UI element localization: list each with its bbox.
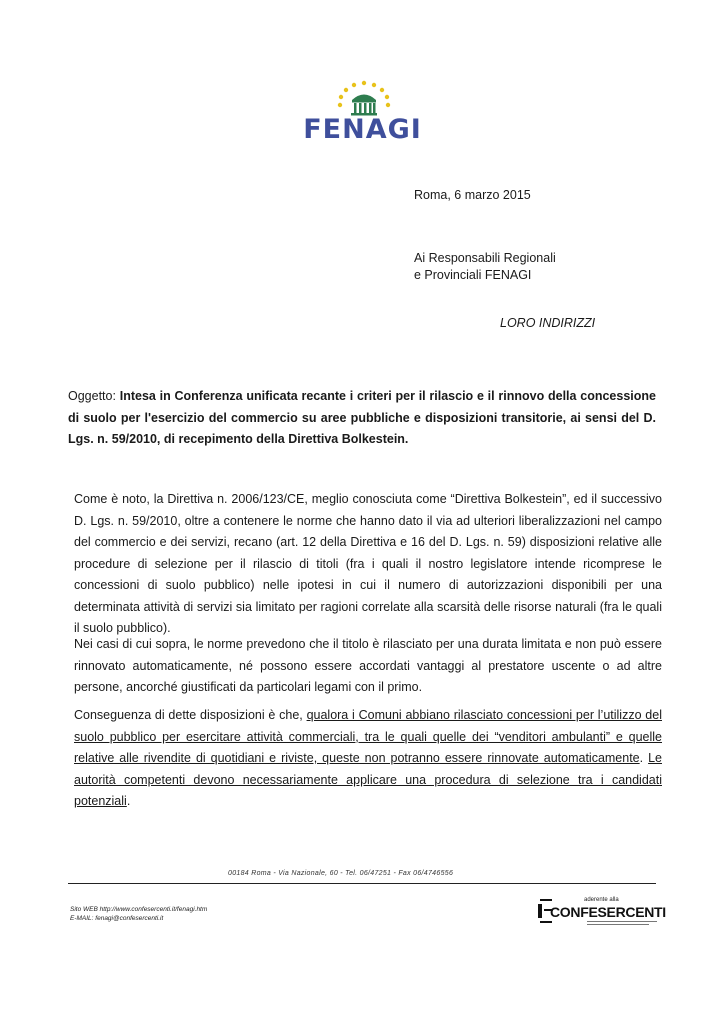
subject-label: Oggetto: <box>68 389 120 403</box>
loro-indirizzi: LORO INDIRIZZI <box>500 316 596 330</box>
recipient-line: Ai Responsabili Regionali <box>414 251 556 265</box>
recipient-block <box>414 250 556 284</box>
fenagi-emblem-icon <box>332 80 396 116</box>
logo-text: FENAGI <box>303 114 422 145</box>
paragraph3-mid: . <box>639 751 649 765</box>
paragraph3-end: . <box>126 794 131 808</box>
body-paragraph-3 <box>68 705 662 813</box>
paragraph3-underlined-1: qualora i Comuni abbiano rilasciato concessioni per l’utilizzo del suolo pubblico per esercitare attività commerciali, tra le quali quelle dei “venditori ambulanti” e quelle relative alle rivendite di quotidiani e riviste, queste non potranno essere rinnovate automaticamente <box>74 708 662 765</box>
confesercenti-logo <box>537 893 666 933</box>
footer-website-link[interactable]: Sito WEB http://www.confesercenti.it/fenagi.htm <box>70 906 208 913</box>
paragraph3-underlined-2: Le autorità competenti devono necessariamente applicare una procedura di selezione tra i candidati potenziali <box>74 751 662 808</box>
body-paragraph-1: Come è noto, la Direttiva n. 2006/123/CE, meglio conosciuta come “Direttiva Bolkestein”, ed il successivo D. Lgs. n. 59/2010, oltre a contenere le norme che hanno dato il via ad ulteriori liberalizzazioni nel campo del commercio e dei servizi, recano (art. 12 della Direttiva e 16 del D. Lgs. n. 59) disposizioni relative alle procedure di selezione per il rilascio di titoli (fra i quali il nostro legislatore intende ricomprese le concessioni di suolo pubblico) nelle ipotesi in cui il numero di autorizzazioni disponibili per una determinata attività di servizi sia limitato per ragioni correlate alla scarsità delle risorse naturali (fra le quali il suolo pubblico). <box>74 492 662 635</box>
subject-text: Intesa in Conferenza unificata recante i criteri per il rilascio e il rinnovo della concessione di suolo per l'esercizio del commercio su aree pubbliche e disposizioni transitorie, ai sensi del D. Lgs. n. 59/2010, di recepimento della Direttiva Bolkestein. <box>68 389 656 446</box>
footer-contacts <box>70 905 207 923</box>
letter-date: Roma, 6 marzo 2015 <box>414 188 531 202</box>
paragraph3-start: Conseguenza di dette disposizioni è che, <box>74 708 307 722</box>
confesercenti-tagline-mark <box>587 920 657 926</box>
subject-paragraph <box>68 386 656 451</box>
footer-address: 00184 Roma - Via Nazionale, 60 - Tel. 06/47251 - Fax 06/4746556 <box>228 870 454 877</box>
footer-email-link[interactable]: E-MAIL: fenagi@confesercenti.it <box>70 915 164 922</box>
recipient-line: e Provinciali FENAGI <box>414 268 532 282</box>
body-paragraph-2: Nei casi di cui sopra, le norme prevedono che il titolo è rilasciato per una durata limitata e non può essere rinnovato automaticamente, né possono essere accordati vantaggi al prestatore uscente o ad altre persone, ancorché giustificati da particolari legami con il primo. <box>74 637 662 694</box>
confesercenti-name: CONFESERCENTI <box>550 904 666 920</box>
footer-divider <box>68 883 656 884</box>
aderente-label: aderente alla <box>584 897 619 903</box>
fenagi-logo <box>300 80 430 148</box>
